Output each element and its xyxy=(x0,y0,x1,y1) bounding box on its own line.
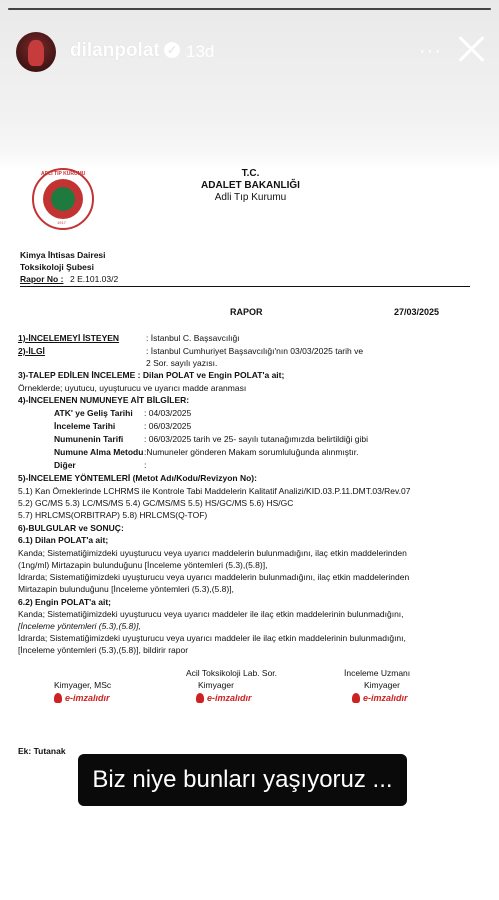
sample-2-value: : 06/03/2025 xyxy=(144,421,192,431)
attachment-note: Ek: Tutanak xyxy=(18,746,66,756)
report-date: 27/03/2025 xyxy=(394,307,440,317)
e-signature-stamp-3: e-imzalıdır xyxy=(352,693,408,703)
result-6-2-kan-2: [İnceleme yöntemleri (5.3),(5.8)], xyxy=(18,621,141,631)
method-3: 5.7) HRLCMS(ORBITRAP) 5.8) HRLCMS(Q-TOF) xyxy=(18,510,208,520)
more-options-icon[interactable]: ··· xyxy=(419,40,442,62)
line-2-value: : İstanbul Cumhuriyet Başsavcılığı'nın 03/03/2025 tarih ve xyxy=(146,346,364,356)
report-title: RAPOR xyxy=(230,307,263,317)
sample-5-value: : xyxy=(144,460,147,470)
results-title: 6)-BULGULAR ve SONUÇ: xyxy=(18,523,124,533)
header-ministry: ADALET BAKANLIĞI xyxy=(201,180,300,191)
result-6-2-idrar-2: [İnceleme yöntemleri (5.3),(5.8)], bildirir rapor xyxy=(18,645,189,655)
line-1-label: 1)-İNCELEMEYİ İSTEYEN xyxy=(18,333,120,343)
username[interactable]: dilanpolat xyxy=(70,40,160,61)
line-6-label: 4)-İNCELENEN NUMUNEYE AİT BİLGİLER: xyxy=(18,395,190,405)
header-institution: Adli Tıp Kurumu xyxy=(214,192,287,203)
sig-3-line2: Kimyager xyxy=(364,680,400,690)
rapor-no-value: 2 E.101.03/2 xyxy=(70,274,119,284)
divider xyxy=(20,286,470,287)
methods-title: 5)-İNCELEME YÖNTEMLERİ (Metot Adı/Kodu/Revizyon No): xyxy=(18,473,257,483)
sample-5-label: Diğer xyxy=(54,460,76,470)
line-2-label: 2)-İLGİ xyxy=(18,346,45,356)
sample-1-label: ATK' ye Geliş Tarihi xyxy=(54,408,133,418)
result-6-1-kan: Kanda; Sistematiğimizdeki uyuşturucu veya uyarıcı maddelerin bulunmadığını, ilaç etkin maddelerinden xyxy=(18,548,407,558)
sample-3-value: : 06/03/2025 tarih ve 25- sayılı tutanağımızda belirtildiği gibi xyxy=(144,434,368,444)
method-1: 5.1) Kan Örneklerinde LCHRMS ile Kontrole Tabi Maddelerin Kalitatif Analizi/KID.03.P.11.DMT.03/Rev.07 xyxy=(18,486,411,496)
result-6-1: 6.1) Dilan POLAT'a ait; xyxy=(18,535,109,545)
result-6-2-kan: Kanda; Sistematiğimizdeki uyuşturucu veya uyarıcı maddeler ile ilaç etkin maddelerinin bulunmadığını, xyxy=(18,609,404,619)
dept-1: Kimya İhtisas Dairesi xyxy=(20,250,106,260)
e-signature-stamp-1: e-imzalıdır xyxy=(54,693,110,703)
sample-1-value: : 04/03/2025 xyxy=(144,408,192,418)
e-signature-stamp-2: e-imzalıdır xyxy=(196,693,252,703)
adli-tip-seal-logo: ADLİ TIP KURUMU 1917 xyxy=(32,168,94,230)
line-1-value: : İstanbul C. Başsavcılığı xyxy=(146,333,240,343)
result-6-2-idrar: İdrarda; Sistematiğimizdeki uyuşturucu veya uyarıcı maddeler ile ilaç etkin maddelerinin bulunmadığını, xyxy=(18,633,406,643)
sample-3-label: Numunenin Tarifi xyxy=(54,434,124,444)
story-caption: Biz niye bunları yaşıyoruz ... xyxy=(78,754,407,806)
sig-1-line2: Kimyager, MSc xyxy=(54,680,112,690)
sample-4-value: :Numuneler gönderen Makam sorumluluğunda alınmıştır. xyxy=(144,447,359,457)
avatar[interactable] xyxy=(16,32,56,72)
sig-2-line2: Kimyager xyxy=(198,680,234,690)
line-4-label: 3)-TALEP EDİLEN İNCELEME : Dilan POLAT ve Engin POLAT'a ait; xyxy=(18,370,285,380)
result-6-1-idrar: İdrarda; Sistematiğimizdeki uyuşturucu veya uyarıcı maddelerin bulunmadığını, ilaç etkin maddelerinden xyxy=(18,572,410,582)
line-3-value: 2 Sor. sayılı yazısı. xyxy=(146,358,218,368)
close-icon[interactable] xyxy=(456,34,486,64)
result-6-1-idrar-2: Mirtazapin bulunduğunu [İnceleme yöntemleri (5.3),(5.8)], xyxy=(18,584,234,594)
sig-3-line1: İnceleme Uzmanı xyxy=(344,668,411,678)
line-5-value: Örneklerde; uyutucu, uyuşturucu ve uyarıcı madde aranması xyxy=(18,383,247,393)
header-tc: T.C. xyxy=(241,168,260,179)
sample-2-label: İnceleme Tarihi xyxy=(54,421,116,431)
sample-4-label: Numune Alma Metodu xyxy=(54,447,144,457)
report-document-image xyxy=(8,158,493,758)
story-time: 13d xyxy=(186,42,215,61)
sig-2-line1: Acil Toksikoloji Lab. Sor. xyxy=(186,668,278,678)
method-2: 5.2) GC/MS 5.3) LC/MS/MS 5.4) GC/MS/MS 5.5) HS/GC/MS 5.6) HS/GC xyxy=(18,498,294,508)
dept-2: Toksikoloji Şubesi xyxy=(20,262,94,272)
result-6-2: 6.2) Engin POLAT'a ait; xyxy=(18,597,112,607)
rapor-no-label: Rapor No : xyxy=(20,274,64,284)
verified-badge-icon: ✓ xyxy=(164,42,180,58)
result-6-1-kan-2: (1ng/ml) Mirtazapin bulunduğunu [İnceleme yöntemleri (5.3),(5.8)], xyxy=(18,560,268,570)
story-progress-bar xyxy=(8,8,491,10)
